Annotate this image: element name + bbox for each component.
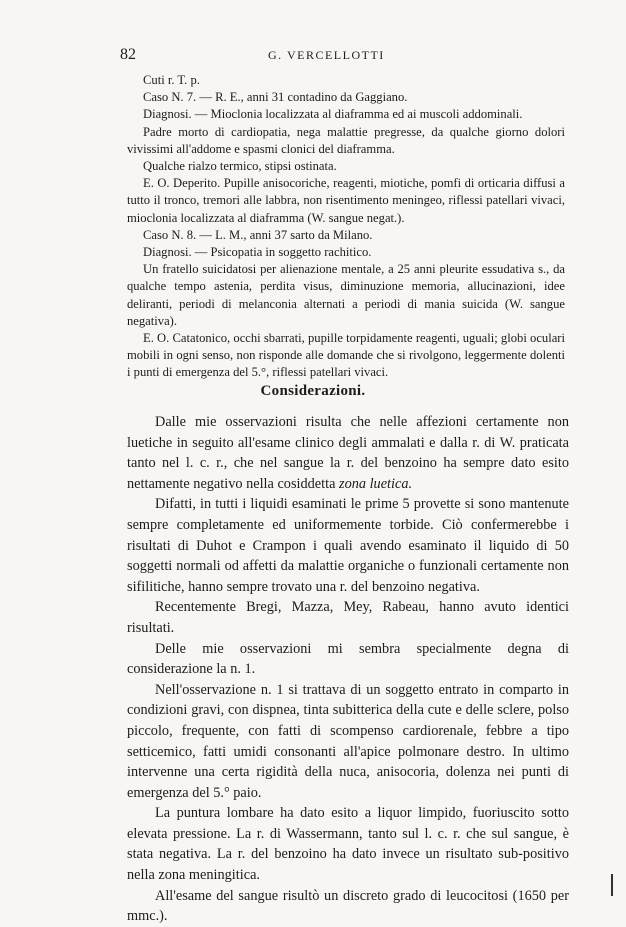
paragraph: Delle mie osservazioni mi sembra specialmente degna di considerazione la n. 1. [127,640,569,678]
considerations-body [127,412,569,927]
case-note: Un fratello suicidatosi per alienazione mentale, a 25 anni pleurite essudativa s., da qualche tempo astenia, perdita visus, diminuzione memoria, allucinazioni, idee deliranti, periodi di melanconia alternati a periodi di mania suicida (W. sangue negativa). [127,262,565,328]
case-heading: Caso N. 8. — L. M., anni 37 sarto da Milano. [143,227,373,242]
paragraph: La puntura lombare ha dato esito a liquor limpido, fuoriuscito sotto elevata pressione. La r. di Wassermann, tanto sul l. c. r. che sul sangue, è stata negativa. La r. del benzoino ha dato invece un risultato sub-positivo nella zona meningitica. [127,805,569,884]
case-note: Qualche rialzo termico, stipsi ostinata. [143,159,337,174]
section-title: Considerazioni. [260,383,366,399]
paragraph-text: Dalle mie osservazioni risulta che nelle affezioni certamente non luetiche in seguito all'esame clinico degli ammalati e dalla r. di W. praticata tanto nel l. c. r., che nel sangue la r. del benzoino ha sempre dato esito nettamente negativo nella cosiddetta [127,414,569,492]
diagnosis: Diagnosi. — Psicopatia in soggetto rachitico. [143,245,372,260]
case-note: E. O. Deperito. Pupille anisocoriche, reagenti, miotiche, pomfi di orticaria diffusi a tutto il tronco, tremori alle labbra, non risentimento meningeo, riflessi patellari vivaci, mioclonia localizzata al diaframma (W. sangue negat.). [127,176,565,225]
case-note: E. O. Catatonico, occhi sbarrati, pupille torpidamente reagenti, uguali; globi oculari mobili in ogni senso, non risponde alle domande che si rivolgono, leggermente dolenti i punti di emergenza del 5.°, riflessi patellari vivaci. [127,331,565,380]
case-notes [127,72,565,382]
paragraph [127,412,569,494]
paragraph: Recentemente Bregi, Mazza, Mey, Rabeau, hanno avuto identici risultati. [127,599,569,636]
margin-mark [611,874,613,896]
emphasis: zona luetica. [339,475,413,492]
diagnosis: Diagnosi. — Mioclonia localizzata al diaframma ed ai muscoli addominali. [143,107,523,122]
page-number: 82 [120,46,136,63]
case-note: Padre morto di cardiopatia, nega malattie pregresse, da qualche giorno dolori vivissimi all'addome e spasmi clonici del diaframma. [127,124,565,156]
case-heading: Caso N. 7. — R. E., anni 31 contadino da Gaggiano. [143,90,408,105]
case-note: Cuti r. T. p. [143,73,200,87]
paragraph: All'esame del sangue risultò un discreto grado di leucocitosi (1650 per mmc.). [127,887,569,925]
paragraph: Nell'osservazione n. 1 si trattava di un soggetto entrato in comparto in condizioni gravi, con dispnea, tinta subitterica della cute e delle sclere, polso piccolo, frequente, con fatti di scompenso cardiorenale, febbre a tipo setticemico, fatti umidi consonanti all'apice polmonare destro. In ultimo intervenne una certa rigidità della nuca, anisocoria, dolenza nei punti di emergenza del 5.° paio. [127,681,569,801]
page-header [120,46,570,68]
running-title: G. VERCELLOTTI [268,48,385,62]
paragraph: Difatti, in tutti i liquidi esaminati le prime 5 provette si sono mantenute sempre completamente ed uniformemente torbide. Ciò confermerebbe i risultati di Duhot e Crampon i quali avendo esaminato il liquido di 50 soggetti normali od affetti da malattie organiche o funzionali certamente non sifilitiche, hanno sempre trovato una r. del benzoino negativa. [127,496,569,595]
